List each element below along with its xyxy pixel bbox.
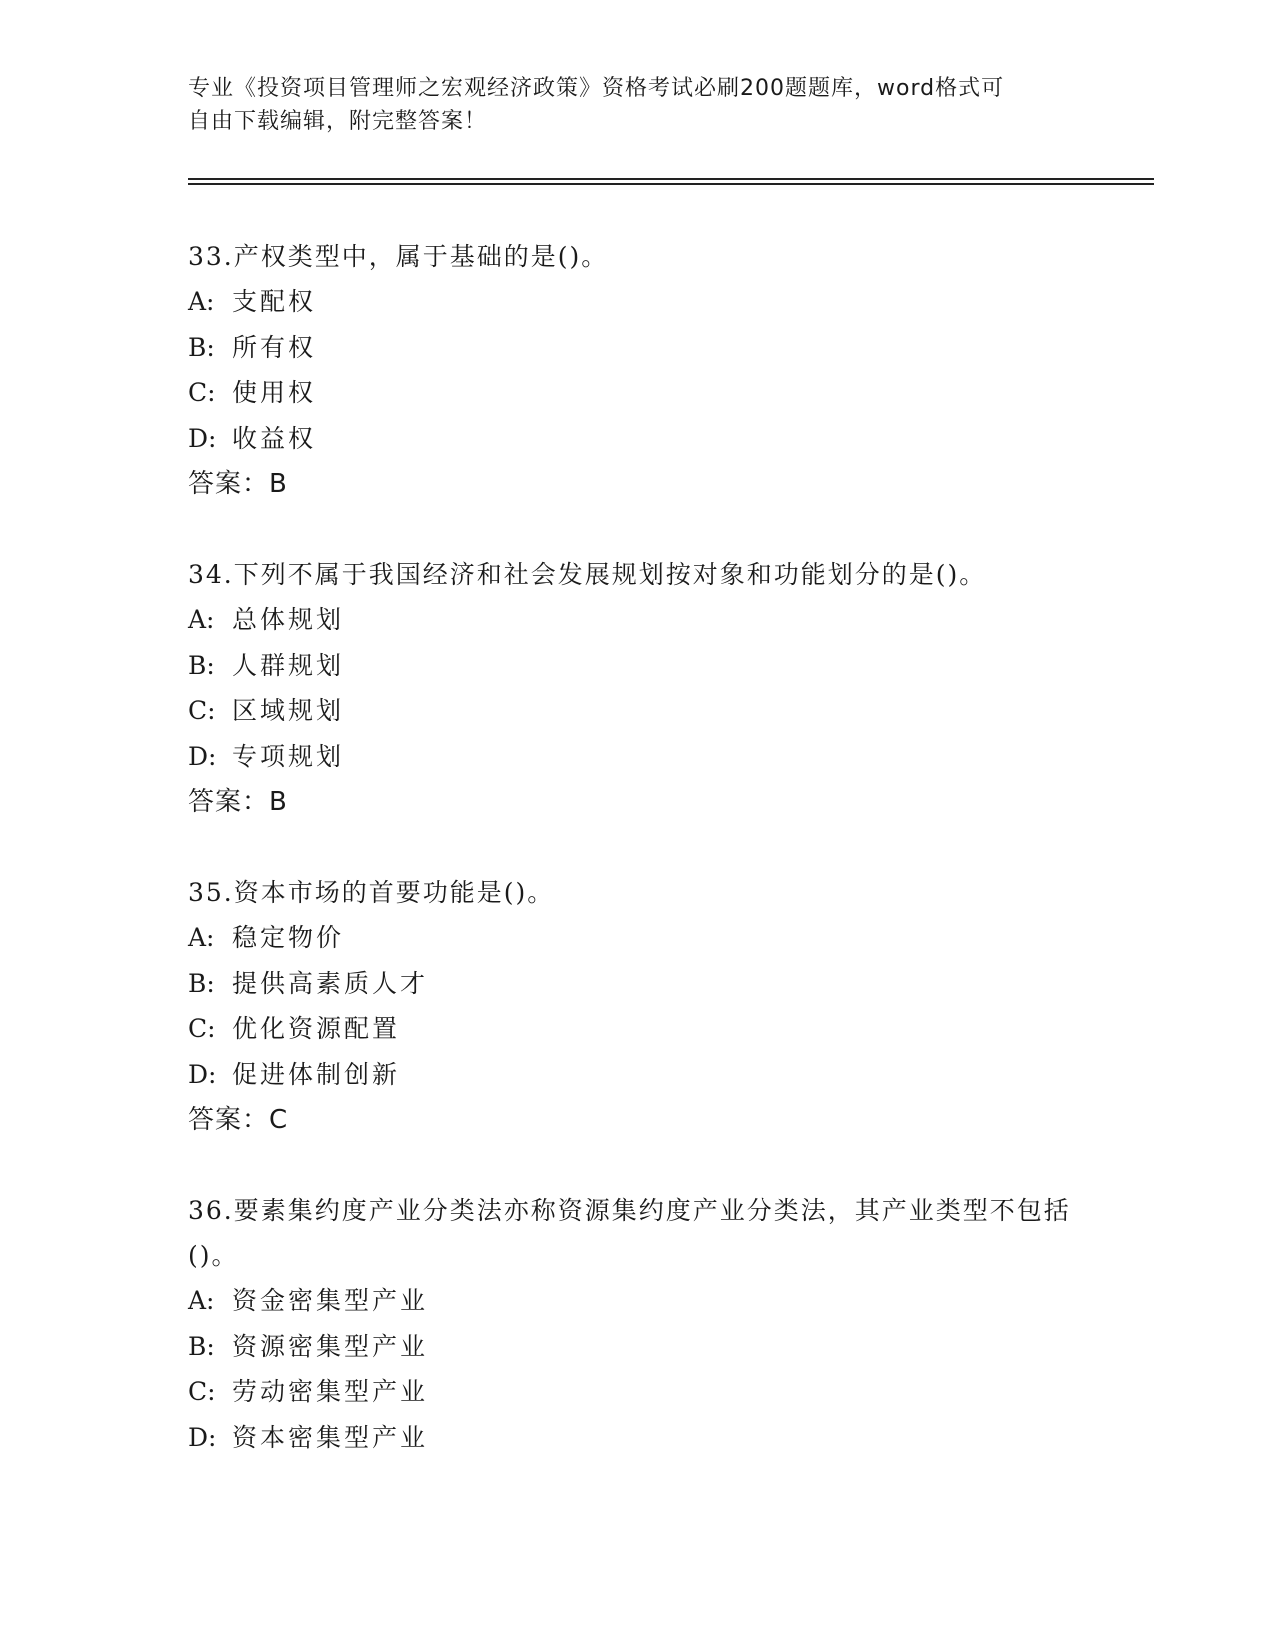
question-title: 33.产权类型中，属于基础的是()。 [188,242,609,271]
option-letter: B: [188,650,215,680]
option-letter: D: [188,423,217,453]
option-c [188,688,1088,734]
option-text: 所有权 [232,332,317,362]
question-36 [188,1188,1088,1460]
option-d [188,734,1088,780]
option-letter: B: [188,332,215,362]
option-letter: A: [188,1286,215,1315]
option-a [188,597,1088,643]
header-divider-bottom [188,183,1154,185]
option-letter: A: [188,923,215,952]
option-text: 促进体制创新 [232,1059,401,1089]
option-b [188,1324,1088,1370]
question-title: 34.下列不属于我国经济和社会发展规划按对象和功能划分的是()。 [188,560,987,589]
option-letter: C: [188,378,216,407]
option-letter: B: [188,1331,215,1361]
option-text: 区域规划 [232,696,345,725]
option-text: 稳定物价 [232,923,345,952]
document-header [188,72,1088,138]
option-text: 人群规划 [232,650,345,680]
option-d [188,1415,1088,1461]
option-letter: B: [188,968,215,998]
option-letter: C: [188,1377,216,1406]
option-c [188,1006,1088,1052]
option-text: 使用权 [232,378,317,407]
question-34 [188,552,1088,825]
option-letter: C: [188,1014,216,1043]
answer: 答案：C [188,1105,289,1135]
header-line-1: 专业《投资项目管理师之宏观经济政策》资格考试必刷200题题库，word格式可 [188,76,1005,101]
option-text: 支配权 [232,287,317,316]
option-text: 劳动密集型产业 [232,1377,429,1406]
question-33 [188,234,1088,507]
option-b [188,961,1088,1007]
option-letter: D: [188,1059,217,1089]
option-a [188,1278,1088,1324]
option-d [188,416,1088,462]
question-35 [188,870,1088,1143]
option-text: 资源密集型产业 [232,1331,429,1361]
option-text: 资本密集型产业 [232,1422,429,1452]
option-c [188,1369,1088,1415]
option-b [188,643,1088,689]
option-letter: D: [188,741,217,771]
option-letter: C: [188,696,216,725]
header-line-2: 自由下载编辑，附完整答案！ [188,109,488,134]
option-letter: A: [188,287,215,316]
option-text: 总体规划 [232,605,345,634]
question-title: 35.资本市场的首要功能是()。 [188,878,555,907]
header-divider-top [188,178,1154,180]
option-text: 收益权 [232,423,317,453]
option-d [188,1052,1088,1098]
option-text: 提供高素质人才 [232,968,429,998]
option-b [188,325,1088,371]
option-text: 资金密集型产业 [232,1286,429,1315]
option-text: 优化资源配置 [232,1014,401,1043]
answer: 答案：B [188,469,288,499]
option-letter: A: [188,605,215,634]
question-title: 36.要素集约度产业分类法亦称资源集约度产业分类法，其产业类型不包括()。 [188,1196,1071,1270]
option-a [188,279,1088,325]
option-letter: D: [188,1422,217,1452]
option-text: 专项规划 [232,741,345,771]
option-c [188,370,1088,416]
option-a [188,915,1088,961]
answer: 答案：B [188,787,288,817]
